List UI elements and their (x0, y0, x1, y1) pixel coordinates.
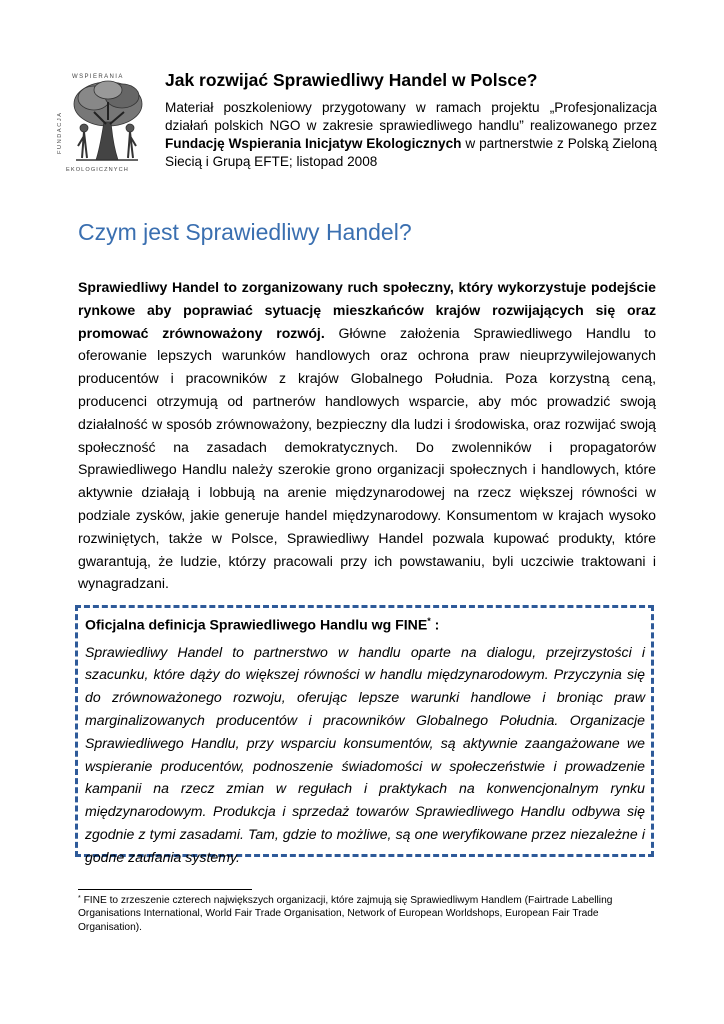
definition-box (75, 605, 654, 865)
definition-title-text: Oficjalna definicja Sprawiedliwego Handlu wg FINE (85, 616, 428, 633)
logo-text-bottom: EKOLOGICZNYCH (66, 167, 129, 173)
description-foundation-name: Fundację Wspierania Inicjatyw Ekologicznych (165, 136, 462, 151)
document-description (165, 99, 657, 171)
description-text-end: w partnerstwie z Polską Zieloną Siecią i Grupą EFTE; listopad 2008 (165, 136, 657, 169)
logo-text-top: WSPIERANIA (72, 74, 124, 80)
body-paragraph (78, 276, 656, 595)
footnote-text: FINE to zrzeszenie czterech największych organizacji, które zajmują się Sprawiedliwym Handlem (Fairtrade Labelling Organisations International, World Fair Trade Organisation, Network of European Worldshops, European Fair Trade Organisation). (78, 895, 613, 933)
section-heading: Czym jest Sprawiedliwy Handel? (78, 219, 412, 245)
footnote-separator (78, 889, 252, 890)
description-text-start: Materiał poszkoleniowy przygotowany w ramach projektu „Profesjonalizacja działań polskich NGO w zakresie sprawiedliwego handlu” realizowanego przez (165, 100, 657, 133)
tree-icon (74, 81, 142, 160)
foundation-logo (56, 62, 154, 174)
logo-text-left: FUNDACJA (57, 111, 63, 154)
definition-title-suffix: : (430, 616, 440, 633)
definition-footnote-marker[interactable]: * (427, 616, 431, 626)
definition-text: Sprawiedliwy Handel to partnerstwo w handlu oparte na dialogu, przejrzystości i szacunku, które dąży do większej równości w handlu międzynarodowym. Przyczynia się do zrównoważonego rozwoju, oferując lepsze warunki handlowe i broniąc praw marginalizowanych producentów i pracowników Globalnego Południa. Organizacje Sprawiedliwego Handlu, przy wsparciu konsumentów, są aktywnie zaangażowane we wspieranie producentów, podnoszenie świadomości w społeczeństwie i prowadzenie kampanii na rzecz zmian w regułach i praktykach na konwencjonalnym rynku międzynarodowym. Produkcja i sprzedaż towarów Sprawiedliwego Handlu odbywa się zgodnie z tymi zasadami. Tam, gdzie to możliwe, są one weryfikowane przez niezależne i godne zaufania systemy. (85, 643, 645, 865)
body-bold-intro: Sprawiedliwy Handel to zorganizowany ruch społeczny, który wykorzystuje podejście rynkowe aby poprawiać sytuację mieszkańców krajów rozwijających się oraz promować zrównoważony rozwój. (78, 279, 656, 341)
footnote (78, 894, 656, 934)
document-title: Jak rozwijać Sprawiedliwy Handel w Polsce? (165, 70, 538, 90)
definition-title (85, 611, 645, 635)
document-header (165, 70, 657, 171)
footnote-marker: * (78, 895, 81, 902)
body-rest: Główne założenia Sprawiedliwego Handlu to oferowanie lepszych warunków handlowych oraz ochrona praw nieuprzywilejowanych producentów i pracowników z krajów Globalnego Południa. Poza korzystną ceną, producenci otrzymują od partnerów handlowych wsparcie, aby móc prowadzić swoją działalność w sposób zrównoważony, bezpieczny dla ludzi i środowiska, oraz rozwijać swoją społeczność na zasadach demokratycznych. Do zwolenników i propagatorów Sprawiedliwego Handlu należy szerokie grono organizacji społecznych i handlowych, które aktywnie działają i lobbują na arenie międzynarodowej na rzecz większej równości w podziale zysków, jakie generuje handel międzynarodowy. Konsumentom w krajach wysoko rozwiniętych, także w Polsce, Sprawiedliwy Handel pozwala kupować produkty, które gwarantują, że ludzie, którzy pracowali przy ich powstawaniu, byli uczciwie traktowani i wynagradzani. (78, 324, 656, 592)
